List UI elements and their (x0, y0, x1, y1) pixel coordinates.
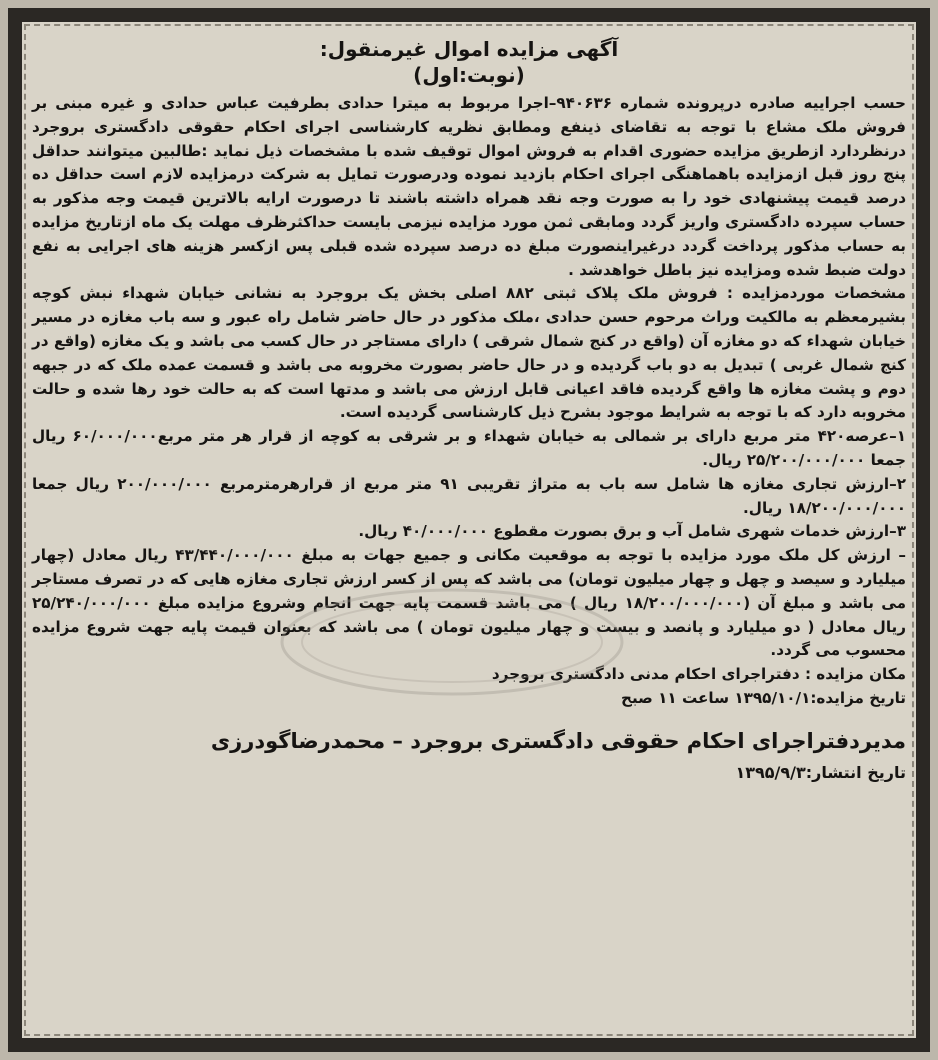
specs-paragraph: مشخصات موردمزایده : فروش ملک پلاک ثبتی ۸۸۲ اصلی بخش یک بروجرد به نشانی خیابان شهداء نبش کوچه بشیرمعظم به مالکیت وراث مرحوم حسن حدادی ،ملک مذکور در حال حاضر شامل راه عبور و سه باب مغازه در مسیر خیابان شهداء که دو مغازه آن (واقع در کنج شمال شرقی ) دارای مستاجر در حال کسب می باشد و یک مغازه (واقع در کنج شمال غربی ) تبدیل به دو باب گردیده و در حال حاضر بصورت مخروبه می باشد و قسمت عمده ملک که در جبهه دوم و پشت مغازه ها واقع گردیده فاقد اعیانی قابل ارزش می باشد و مدتها است که به حالت خود رها شده و حالت مخروبه دارد که با توجه به شرایط موجود بشرح ذیل کارشناسی گردیده است. (32, 284, 906, 422)
notice-title: آگهی مزایده اموال غیرمنقول: (319, 37, 619, 61)
item-services: ۳–ارزش خدمات شهری شامل آب و برق بصورت مقطوع ۴۰/۰۰۰/۰۰۰ ریال. (358, 522, 906, 541)
auction-date: تاریخ مزایده:۱۳۹۵/۱۰/۱ ساعت ۱۱ صبح (621, 688, 906, 707)
total-value-paragraph: – ارزش کل ملک مورد مزایده با توجه به موقعیت مکانی و جمیع جهات به مبلغ ۴۳/۴۴۰/۰۰۰/۰۰۰ ریال معادل (چهار میلیارد و سیصد و چهل و چهار میلیون تومان) می باشد که پس از کسر ارزش تجاری مغازه هایی که در تصرف مستاجر می باشد و مبلغ آن (۱۸/۲۰۰/۰۰۰/۰۰۰ ریال ) می باشد قسمت پایه جهت انجام وشروع مزایده مبلغ ۲۵/۲۴۰/۰۰۰/۰۰۰ ریال معادل ( دو میلیارد و پانصد و بیست و چهار میلیون تومان ) می باشد که بعنوان قیمت پایه جهت شروع مزایده محسوب می گردد. (32, 546, 906, 660)
notice-round: (نوبت:اول) (413, 63, 525, 87)
item-land: ۱–عرصه۴۲۰ متر مربع دارای بر شمالی به خیابان شهداء و بر شرقی به کوچه از قرار هر متر مربع۶۰/۰۰۰/۰۰۰ ریال جمعا ۲۵/۲۰۰/۰۰۰/۰۰۰ ریال. (32, 427, 906, 469)
auction-place: مکان مزایده : دفتراجرای احکام مدنی دادگستری بروجرد (491, 665, 906, 684)
publish-date: تاریخ انتشار:۱۳۹۵/۹/۳ (735, 762, 906, 782)
intro-paragraph: حسب اجراییه صادره درپرونده شماره ۹۴۰۶۳۶–اجرا مربوط به میترا حدادی بطرفیت عباس حدادی و غیره مبنی بر فروش ملک مشاع با توجه به تقاضای ذینفع ومطابق نظریه کارشناسی اجرای احکام حقوقی دادگستری بروجرد درنظردارد ازطریق مزایده حضوری اقدام به فروش اموال توقیف شده با مشخصات ذیل نماید :طالبین میتوانند حداقل پنج روز قبل ازمزایده باهماهنگی اجرای احکام بازدید نموده ودرصورت تمایل به شرکت درمزایده لازم است حداقل ده درصد قیمت پیشنهادی خود را به صورت وجه نقد همراه داشته باشند تا درصورت ارایه بالاترین قیمت وجه مذکور به حساب سپرده دادگستری واریز گردد ومابقی ثمن مورد مزایده نیزمی بایست حداکثرظرف مهلت یک ماه ازتاریخ مزایده به حساب مذکور پرداخت گردد درغیراینصورت مبلغ ده درصد سپرده شده قبلی پس ازکسر هزینه های اجرایی به نفع دولت ضبط شده ومزایده نیز باطل خواهدشد . (32, 94, 907, 279)
signature-line: مدیردفتراجرای احکام حقوقی دادگستری بروجرد – محمدرضاگودرزی (210, 728, 906, 753)
notice-frame (8, 8, 930, 1052)
item-shops: ۲–ارزش تجاری مغازه ها شامل سه باب به متراژ تقریبی ۹۱ متر مربع از قرارهرمترمربع ۲۰۰/۰۰۰/۰۰۰ ریال جمعا ۱۸/۲۰۰/۰۰۰/۰۰۰ ریال. (32, 474, 906, 517)
notice-body (32, 36, 906, 1028)
